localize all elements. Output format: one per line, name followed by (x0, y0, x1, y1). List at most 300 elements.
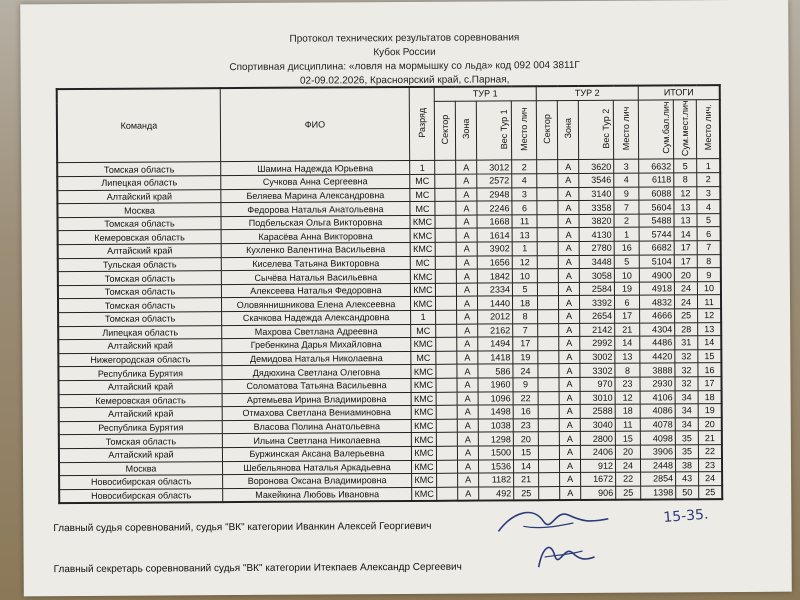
cell-team: Алтайский край (58, 244, 222, 259)
col-sum-points: Сум.бал.лич (638, 99, 673, 159)
cell-final-place: 7 (697, 241, 721, 255)
cell-fio: Оловяннишникова Елена Алексеевна (221, 297, 410, 312)
cell-place2: 11 (615, 418, 640, 432)
cell-sum-points: 3888 (640, 363, 675, 377)
cell-sector2 (537, 201, 558, 215)
cell-final-place: 21 (698, 431, 722, 445)
cell-sum-places: 34 (675, 417, 698, 431)
cell-weight1: 1656 (477, 255, 512, 269)
cell-sum-places: 50 (676, 485, 699, 499)
cell-final-place: 12 (698, 309, 722, 323)
cell-sector1 (436, 351, 457, 365)
cell-rank: 1 (411, 310, 436, 324)
cell-sector2 (539, 473, 560, 487)
cell-weight2: 2406 (580, 445, 615, 459)
cell-sum-points: 2854 (641, 472, 676, 486)
cell-sector1 (436, 405, 457, 419)
cell-fio: Демидова Наталья Николаевна (222, 351, 411, 366)
cell-weight2: 4130 (579, 228, 614, 242)
cell-weight2: 3058 (579, 268, 614, 282)
results-table (56, 84, 724, 504)
cell-weight2: 3392 (579, 296, 614, 310)
cell-place1: 17 (513, 337, 538, 351)
cell-fio: Скачкова Надежда Александровна (222, 310, 411, 325)
cell-rank: КМС (411, 433, 436, 447)
cell-rank: КМС (410, 242, 435, 256)
cell-final-place: 14 (698, 336, 722, 350)
cell-place2: 7 (614, 200, 639, 214)
table-row (59, 485, 722, 503)
cell-weight2: 3820 (579, 214, 614, 228)
cell-weight1: 586 (478, 364, 513, 378)
col-place2: Место лич (613, 100, 638, 160)
cell-zone2: А (559, 337, 580, 351)
cell-final-place: 22 (698, 445, 722, 459)
cell-sector1 (435, 269, 456, 283)
cell-sector1 (436, 310, 457, 324)
cell-weight1: 1096 (478, 391, 513, 405)
cell-fio: Сучкова Анна Сергеевна (221, 175, 410, 190)
cell-zone2: А (559, 405, 580, 419)
cell-weight2: 2584 (579, 282, 614, 296)
cell-rank: МС (411, 351, 436, 365)
cell-final-place: 17 (698, 377, 722, 391)
cell-zone2: А (559, 377, 580, 391)
protocol-sheet (20, 0, 792, 596)
col-team: Команда (57, 88, 221, 163)
cell-zone1: А (457, 432, 478, 446)
cell-sector2 (537, 242, 558, 256)
cell-team: Москва (57, 203, 221, 218)
cell-final-place: 10 (697, 281, 721, 295)
cell-sector1 (436, 446, 457, 460)
cell-weight2: 2588 (580, 404, 615, 418)
cell-place1: 4 (512, 174, 537, 188)
cell-zone2: А (558, 255, 579, 269)
cell-sector1 (435, 229, 456, 243)
cell-sector1 (436, 433, 457, 447)
cell-sector1 (435, 242, 456, 256)
cell-place2: 5 (614, 255, 639, 269)
cell-weight2: 3448 (579, 255, 614, 269)
cell-place1: 21 (514, 473, 539, 487)
cell-sector1 (435, 161, 456, 175)
cell-place1: 22 (513, 391, 538, 405)
cell-weight1: 492 (479, 487, 514, 501)
cell-place1: 2 (512, 160, 537, 174)
cell-weight2: 3358 (579, 200, 614, 214)
cell-weight2: 912 (580, 459, 615, 473)
cell-sector1 (436, 337, 457, 351)
cell-sum-places: 24 (674, 295, 697, 309)
cell-place1: 1 (512, 242, 537, 256)
cell-zone1: А (457, 351, 478, 365)
cell-final-place: 19 (698, 404, 722, 418)
cell-weight1: 1842 (477, 269, 512, 283)
results-body (57, 159, 722, 503)
cell-zone1: А (457, 405, 478, 419)
header-date-place: 02-09.02.2026, Красноярский край, с.Парная, (299, 74, 510, 87)
cell-sum-points: 4900 (639, 268, 674, 282)
cell-place2: 23 (615, 377, 640, 391)
cell-sector1 (436, 392, 457, 406)
cell-sector2 (537, 282, 558, 296)
cell-sector2 (538, 459, 559, 473)
col-tour2: ТУР 2 (536, 86, 638, 101)
cell-zone1: А (457, 324, 478, 338)
cell-sum-places: 8 (674, 173, 697, 187)
cell-place1: 9 (513, 378, 538, 392)
cell-zone2: А (558, 214, 579, 228)
cell-sum-places: 17 (674, 241, 697, 255)
cell-place2: 18 (615, 404, 640, 418)
cell-place2: 3 (614, 160, 639, 174)
cell-zone2: А (558, 228, 579, 242)
cell-sum-points: 4666 (640, 309, 675, 323)
cell-weight2: 3040 (580, 418, 615, 432)
cell-sum-points: 6632 (639, 159, 674, 173)
cell-weight2: 2654 (580, 309, 615, 323)
cell-zone1: А (456, 188, 477, 202)
cell-sector2 (537, 187, 558, 201)
cell-place2: 24 (615, 459, 640, 473)
cell-sum-points: 5104 (639, 254, 674, 268)
header-cup: Кубок России (373, 46, 436, 59)
cell-place1: 6 (512, 201, 537, 215)
cell-place2: 17 (615, 309, 640, 323)
cell-sum-places: 31 (675, 336, 698, 350)
cell-sum-points: 4832 (639, 295, 674, 309)
cell-place2: 13 (615, 350, 640, 364)
cell-sector2 (539, 486, 560, 500)
cell-weight1: 1440 (477, 296, 512, 310)
cell-sum-points: 4086 (640, 404, 675, 418)
cell-sum-points: 5744 (639, 227, 674, 241)
cell-final-place: 20 (698, 417, 722, 431)
cell-weight1: 1500 (478, 446, 513, 460)
cell-final-place: 25 (699, 485, 723, 499)
cell-final-place: 24 (699, 472, 723, 486)
cell-place1: 7 (513, 323, 538, 337)
cell-fio: Алексеева Наталья Федоровна (221, 283, 410, 298)
cell-zone1: А (456, 269, 477, 283)
cell-zone2: А (559, 445, 580, 459)
cell-fio: Киселева Татьяна Викторовна (221, 256, 410, 271)
cell-sector2 (537, 255, 558, 269)
cell-zone2: А (560, 473, 581, 487)
cell-weight1: 1418 (478, 351, 513, 365)
col-weight2: Вес Тур 2 (578, 100, 613, 160)
cell-zone1: А (456, 256, 477, 270)
cell-zone1: А (457, 364, 478, 378)
cell-place1: 23 (513, 418, 538, 432)
cell-place2: 4 (614, 173, 639, 187)
cell-team: Новосибирская область (59, 488, 223, 503)
cell-fio: Власова Полина Анатольевна (222, 419, 411, 434)
cell-place1: 14 (513, 459, 538, 473)
cell-rank: КМС (411, 338, 436, 352)
cell-zone2: А (558, 174, 579, 188)
cell-sum-places: 43 (676, 472, 699, 486)
cell-sector1 (436, 378, 457, 392)
cell-place1: 3 (512, 187, 537, 201)
cell-sum-places: 38 (675, 458, 698, 472)
cell-weight2: 2800 (580, 432, 615, 446)
cell-fio: Буржинская Аксана Валерьевна (222, 446, 411, 461)
cell-team: Томская область (59, 434, 223, 449)
header-title: Протокол технических результатов соревнования (289, 32, 520, 45)
cell-weight2: 2780 (579, 241, 614, 255)
cell-zone2: А (559, 459, 580, 473)
cell-team: Томская область (58, 298, 222, 313)
cell-sum-points: 4078 (640, 418, 675, 432)
cell-fio: Кухленко Валентина Васильевна (221, 243, 410, 258)
cell-place1: 19 (513, 350, 538, 364)
cell-weight1: 1668 (477, 215, 512, 229)
cell-weight1: 1298 (478, 432, 513, 446)
cell-sum-places: 17 (674, 254, 697, 268)
cell-team: Томская область (58, 312, 222, 327)
chief-secretary-line: Главный секретарь соревнований судья "ВК" категории Итекпаев Александр Сергеевич (53, 561, 462, 576)
cell-sector1 (436, 365, 457, 379)
cell-zone2: А (558, 201, 579, 215)
cell-fio: Ильина Светлана Николаевна (222, 433, 411, 448)
cell-weight1: 1498 (478, 405, 513, 419)
cell-final-place: 13 (698, 322, 722, 336)
cell-sector1 (437, 487, 458, 501)
cell-weight2: 3546 (579, 173, 614, 187)
cell-final-place: 16 (698, 363, 722, 377)
cell-sector1 (436, 419, 457, 433)
cell-final-place: 5 (697, 213, 721, 227)
cell-sector2 (537, 228, 558, 242)
cell-team: Томская область (58, 216, 222, 231)
cell-sum-places: 5 (674, 159, 697, 173)
cell-zone2: А (559, 418, 580, 432)
cell-sector2 (538, 405, 559, 419)
cell-sector2 (538, 418, 559, 432)
cell-team: Кемеровская область (59, 393, 223, 408)
cell-final-place: 8 (697, 254, 721, 268)
cell-sum-places: 28 (675, 322, 698, 336)
cell-place1: 5 (512, 283, 537, 297)
col-zone1: Зона (455, 101, 476, 161)
cell-team: Алтайский край (59, 448, 223, 463)
cell-zone2: А (559, 309, 580, 323)
col-totals: ИТОГИ (638, 85, 720, 100)
document-header (20, 30, 788, 91)
cell-rank: КМС (411, 460, 436, 474)
cell-weight1: 1960 (478, 378, 513, 392)
cell-place2: 1 (614, 228, 639, 242)
cell-zone1: А (456, 174, 477, 188)
cell-sum-places: 34 (675, 390, 698, 404)
col-fio: ФИО (220, 87, 409, 162)
cell-weight1: 2012 (478, 310, 513, 324)
cell-final-place: 11 (697, 295, 721, 309)
cell-sum-points: 6088 (639, 187, 674, 201)
cell-zone2: А (558, 269, 579, 283)
col-place1: Место лич (511, 100, 536, 160)
cell-weight2: 3010 (580, 391, 615, 405)
cell-fio: Отмахова Светлана Вениаминовна (222, 406, 411, 421)
cell-place1: 8 (513, 310, 538, 324)
cell-place2: 14 (615, 336, 640, 350)
cell-rank: КМС (410, 297, 435, 311)
cell-weight1: 1536 (478, 459, 513, 473)
cell-place2: 2 (614, 214, 639, 228)
cell-place1: 18 (512, 296, 537, 310)
cell-zone1: А (457, 378, 478, 392)
cell-rank: МС (410, 256, 435, 270)
cell-place2: 12 (615, 391, 640, 405)
cell-sum-points: 2448 (640, 458, 675, 472)
cell-sum-points: 2930 (640, 377, 675, 391)
cell-fio: Шебельянова Наталья Аркадьевна (222, 460, 411, 475)
cell-sector1 (436, 324, 457, 338)
cell-place1: 24 (513, 364, 538, 378)
cell-place1: 11 (512, 215, 537, 229)
cell-weight1: 1494 (478, 337, 513, 351)
cell-rank: КМС (411, 378, 436, 392)
cell-weight1: 2572 (477, 174, 512, 188)
cell-sector2 (538, 391, 559, 405)
cell-team: Томская область (58, 284, 222, 299)
cell-final-place: 6 (697, 227, 721, 241)
cell-team: Кемеровская область (58, 230, 222, 245)
cell-weight1: 3902 (477, 242, 512, 256)
cell-weight1: 1038 (478, 419, 513, 433)
cell-weight2: 3002 (580, 350, 615, 364)
cell-sum-points: 5488 (639, 214, 674, 228)
cell-weight2: 3620 (579, 160, 614, 174)
cell-sum-places: 14 (674, 227, 697, 241)
cell-sum-points: 4098 (640, 431, 675, 445)
cell-fio: Шамина Надежда Юрьевна (221, 161, 410, 176)
cell-team: Томская область (57, 162, 221, 177)
cell-sector2 (538, 310, 559, 324)
cell-zone1: А (456, 161, 477, 175)
cell-place2: 22 (616, 472, 641, 486)
cell-sum-places: 24 (674, 282, 697, 296)
cell-rank: КМС (411, 365, 436, 379)
cell-rank: КМС (411, 392, 436, 406)
secretary-signature (528, 535, 598, 575)
cell-final-place: 2 (697, 173, 721, 187)
cell-zone1: А (456, 201, 477, 215)
cell-place2: 19 (614, 282, 639, 296)
cell-place1: 12 (512, 255, 537, 269)
cell-team: Нижегородская область (58, 352, 222, 367)
cell-weight1: 2162 (478, 323, 513, 337)
cell-final-place: 18 (698, 390, 722, 404)
cell-fio: Махрова Светлана Адреевна (222, 324, 411, 339)
cell-final-place: 9 (697, 268, 721, 282)
cell-place1: 15 (513, 446, 538, 460)
col-sum-places: Сум.мест.лич (673, 99, 696, 159)
cell-sector1 (437, 473, 458, 487)
cell-zone2: А (560, 486, 581, 500)
cell-sector2 (538, 364, 559, 378)
cell-place2: 10 (614, 268, 639, 282)
cell-zone2: А (559, 432, 580, 446)
cell-place2: 9 (614, 187, 639, 201)
cell-fio: Карасёва Анна Викторовна (221, 229, 410, 244)
cell-fio: Беляева Марина Александровна (221, 188, 410, 203)
cell-sum-points: 4304 (640, 322, 675, 336)
cell-zone1: А (457, 392, 478, 406)
cell-sector2 (537, 160, 558, 174)
cell-fio: Сычёва Наталья Васильевна (221, 270, 410, 285)
cell-fio: Соломатова Татьяна Васильевна (222, 378, 411, 393)
cell-final-place: 1 (697, 159, 721, 173)
cell-sector2 (538, 350, 559, 364)
cell-sum-places: 32 (675, 377, 698, 391)
cell-place2: 6 (614, 295, 639, 309)
cell-rank: КМС (411, 446, 436, 460)
cell-zone1: А (457, 310, 478, 324)
cell-sum-points: 3906 (640, 445, 675, 459)
cell-zone2: А (558, 296, 579, 310)
cell-weight2: 3302 (580, 364, 615, 378)
cell-zone2: А (558, 160, 579, 174)
cell-sum-points: 4918 (639, 282, 674, 296)
cell-sum-points: 1398 (641, 486, 676, 500)
cell-place2: 20 (615, 445, 640, 459)
col-weight1: Вес Тур 1 (476, 100, 511, 160)
cell-sum-points: 6118 (639, 173, 674, 187)
cell-place2: 21 (615, 323, 640, 337)
cell-zone2: А (559, 323, 580, 337)
cell-rank: КМС (411, 419, 436, 433)
cell-sum-points: 6682 (639, 241, 674, 255)
cell-team: Республика Бурятия (58, 366, 222, 381)
cell-team: Алтайский край (58, 339, 222, 354)
cell-sector1 (435, 256, 456, 270)
cell-zone2: А (559, 364, 580, 378)
cell-zone1: А (458, 487, 479, 501)
cell-zone2: А (559, 350, 580, 364)
cell-weight2: 970 (580, 377, 615, 391)
cell-fio: Артемьева Ирина Владимировна (222, 392, 411, 407)
cell-rank: 1 (410, 161, 435, 175)
chief-judge-line: Главный судья соревнований, судья "ВК" категории Иванкин Алексей Георгиевич (53, 520, 432, 535)
cell-sector1 (435, 174, 456, 188)
cell-weight2: 1672 (581, 472, 616, 486)
cell-final-place: 15 (698, 349, 722, 363)
cell-fio: Дядюхина Светлана Олеговна (222, 365, 411, 380)
cell-sum-points: 4486 (640, 336, 675, 350)
cell-rank: МС (410, 188, 435, 202)
cell-zone1: А (456, 296, 477, 310)
cell-zone1: А (456, 229, 477, 243)
cell-zone1: А (457, 419, 478, 433)
cell-zone2: А (558, 241, 579, 255)
cell-fio: Воронова Оксана Владимировна (223, 474, 412, 489)
cell-sector1 (435, 215, 456, 229)
cell-sum-points: 4106 (640, 390, 675, 404)
cell-weight1: 2948 (477, 188, 512, 202)
cell-zone1: А (457, 337, 478, 351)
cell-weight1: 2246 (477, 201, 512, 215)
col-sector2: Сектор (536, 100, 557, 160)
cell-zone1: А (456, 283, 477, 297)
cell-rank: КМС (410, 270, 435, 284)
cell-fio: Подбельская Ольга Викторовна (221, 215, 410, 230)
cell-team: Алтайский край (59, 407, 223, 422)
cell-sector1 (435, 297, 456, 311)
cell-sector2 (537, 296, 558, 310)
